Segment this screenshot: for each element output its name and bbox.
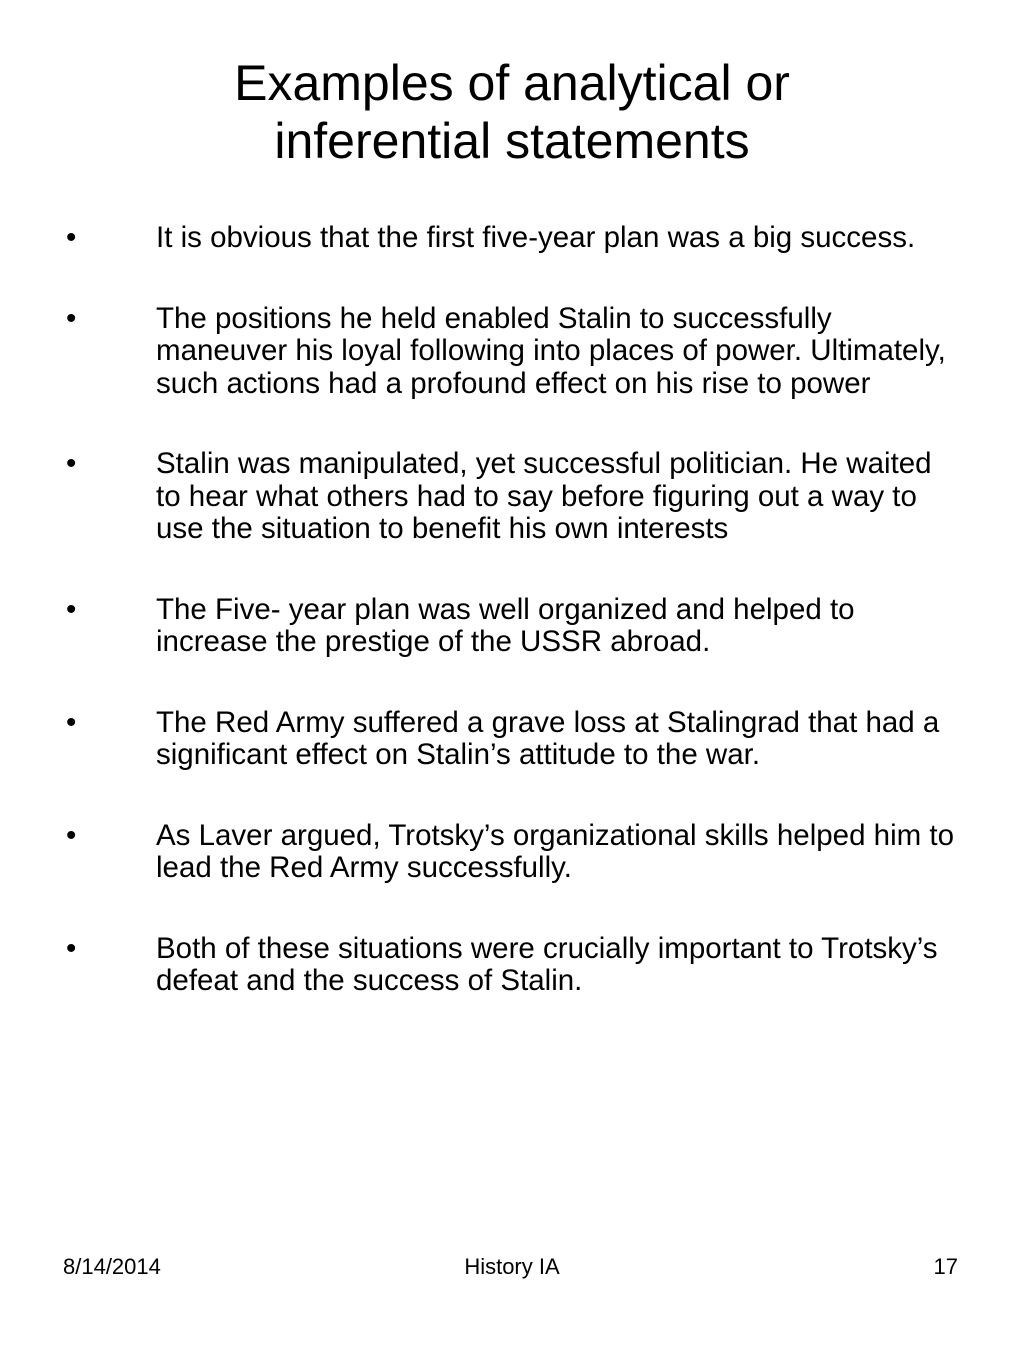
bullet-text: Both of these situations were crucially important to Trotsky’s defeat and the success of Stalin.	[156, 931, 938, 997]
footer-title: History IA	[464, 1254, 560, 1279]
bullet-text: The Five- year plan was well organized and helped to increase the prestige of the USSR abroad.	[156, 592, 855, 658]
bullet-marker: •	[66, 705, 77, 739]
bullet-item	[0, 820, 1024, 885]
bullet-marker: •	[66, 818, 77, 852]
footer-date: 8/14/2014	[63, 1254, 161, 1279]
bullet-item	[0, 933, 1024, 998]
bullet-marker: •	[66, 221, 77, 254]
slide-title-line-2: inferential statements	[274, 113, 750, 169]
slide-title-line-1: Examples of analytical or	[234, 55, 790, 111]
bullet-item	[0, 303, 1024, 401]
bullet-item	[0, 707, 1024, 772]
bullet-list	[0, 222, 1024, 1046]
bullet-marker: •	[66, 301, 77, 335]
bullet-text: Stalin was manipulated, yet successful politician. He waited to hear what others had to say before figuring out a way to use the situation to benefit his own interests	[156, 447, 932, 545]
bullet-text: The Red Army suffered a grave loss at Stalingrad that had a significant effect on Stalin’s attitude to the war.	[156, 705, 940, 771]
bullet-text: The positions he held enabled Stalin to successfully maneuver his loyal following into places of power. Ultimately, such actions had a profound effect on his rise to power	[156, 301, 946, 400]
bullet-text: It is obvious that the first five-year plan was a big success.	[156, 221, 916, 254]
bullet-item	[0, 594, 1024, 659]
bullet-marker: •	[66, 447, 77, 480]
bullet-marker: •	[66, 592, 77, 626]
footer-page-number: 17	[933, 1254, 958, 1279]
bullet-text: As Laver argued, Trotsky’s organizational skills helped him to lead the Red Army successfully.	[156, 818, 954, 884]
bullet-item	[0, 448, 1024, 546]
bullet-marker: •	[66, 931, 77, 965]
slide-title	[0, 54, 1024, 170]
bullet-item	[0, 222, 1024, 255]
